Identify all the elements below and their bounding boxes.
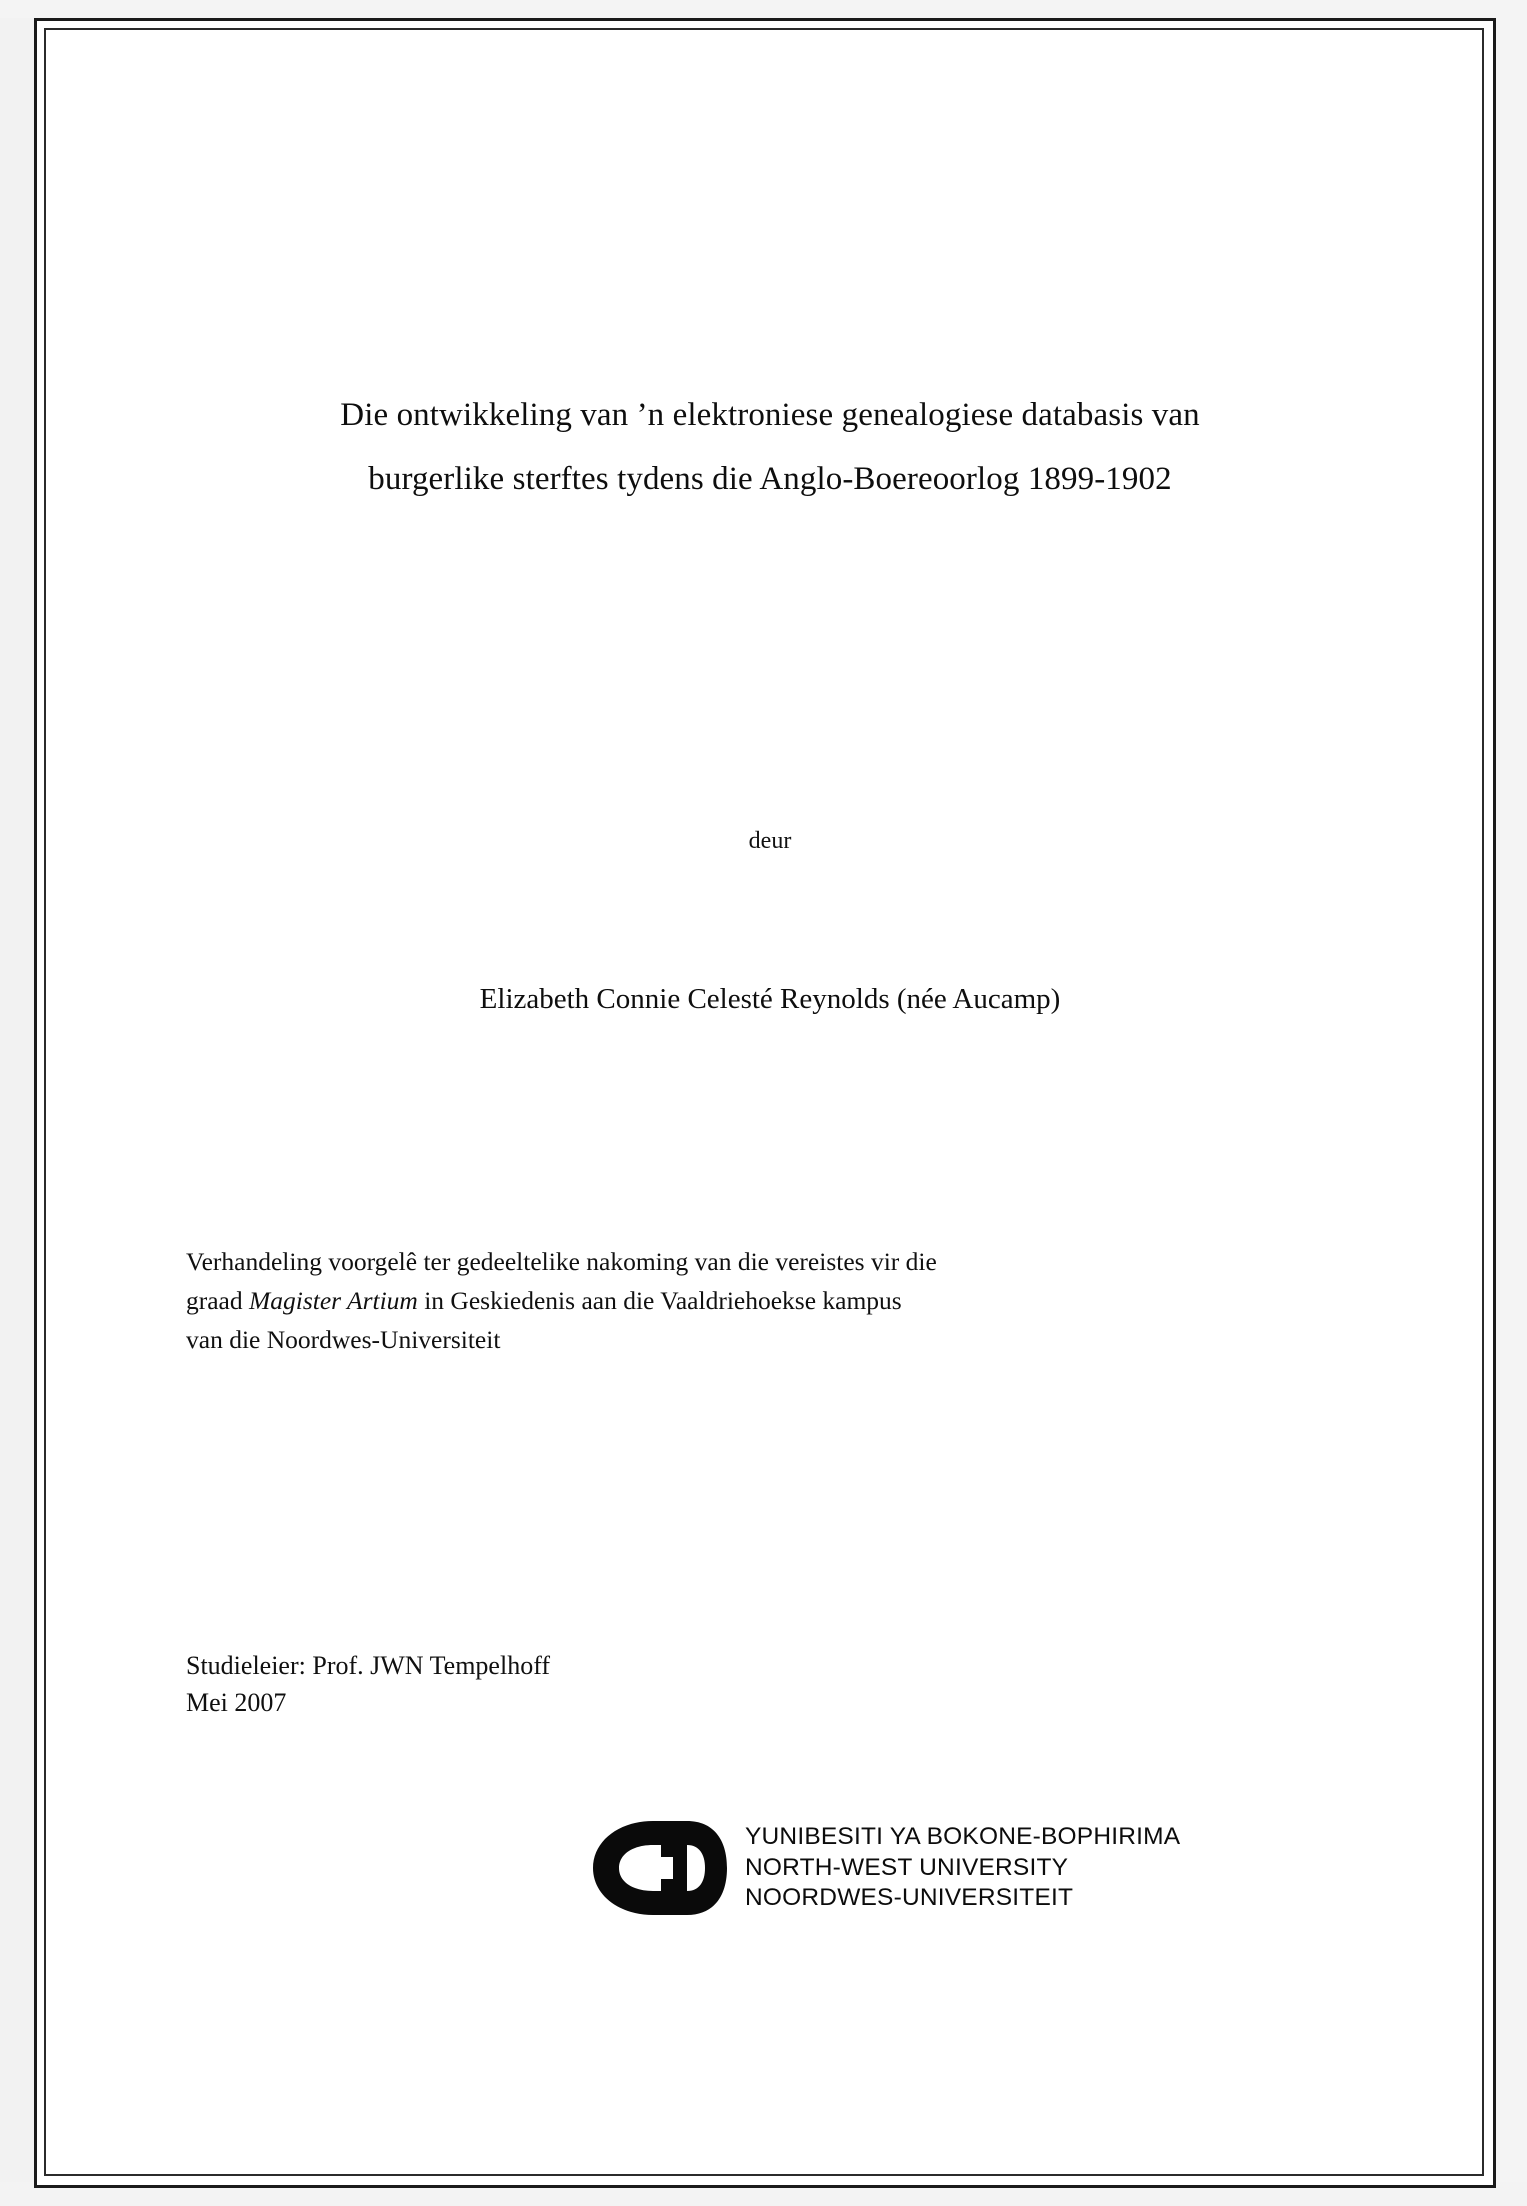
scan-margin-top — [0, 0, 1527, 18]
title-line-1: Die ontwikkeling van ’n elektroniese genealogiese databasis van — [340, 397, 1200, 433]
submission-date: Mei 2007 — [186, 1687, 287, 1717]
degree-statement-line-3: van die Noordwes-Universiteit — [186, 1324, 501, 1354]
university-logo-text — [745, 1822, 1180, 1915]
title-line-2: burgerlike sterftes tydens die Anglo-Boereoorlog 1899-1902 — [368, 461, 1172, 498]
supervisor-name: Studieleier: Prof. JWN Tempelhoff — [186, 1651, 551, 1680]
logo-text-line-2: NORTH-WEST UNIVERSITY — [745, 1853, 1069, 1881]
degree-statement-line-2 — [186, 1282, 1346, 1321]
logo-text-line-1: YUNIBESITI YA BOKONE-BOPHIRIMA — [745, 1822, 1181, 1850]
author-name: Elizabeth Connie Celesté Reynolds (née Aucamp) — [479, 983, 1061, 1015]
university-logo — [575, 1808, 1215, 1928]
supervisor-block — [186, 1648, 1086, 1722]
byline-label: deur — [748, 828, 792, 854]
title-page-content — [120, 28, 1410, 2168]
degree-name: Magister Artium — [249, 1285, 418, 1315]
scan-margin-left — [0, 0, 34, 2206]
degree-statement-line-2-suffix: in Geskiedenis aan die Vaaldriehoekse kampus — [417, 1285, 902, 1315]
logo-text-line-3: NOORDWES-UNIVERSITEIT — [745, 1884, 1074, 1912]
nwu-logo-icon — [575, 1813, 735, 1923]
degree-statement-line-1: Verhandeling voorgelê ter gedeeltelike nakoming van die vereistes vir die — [186, 1247, 937, 1276]
page-title — [180, 383, 1360, 512]
degree-statement — [186, 1243, 1346, 1359]
degree-statement-line-2-prefix: graad — [186, 1285, 250, 1315]
